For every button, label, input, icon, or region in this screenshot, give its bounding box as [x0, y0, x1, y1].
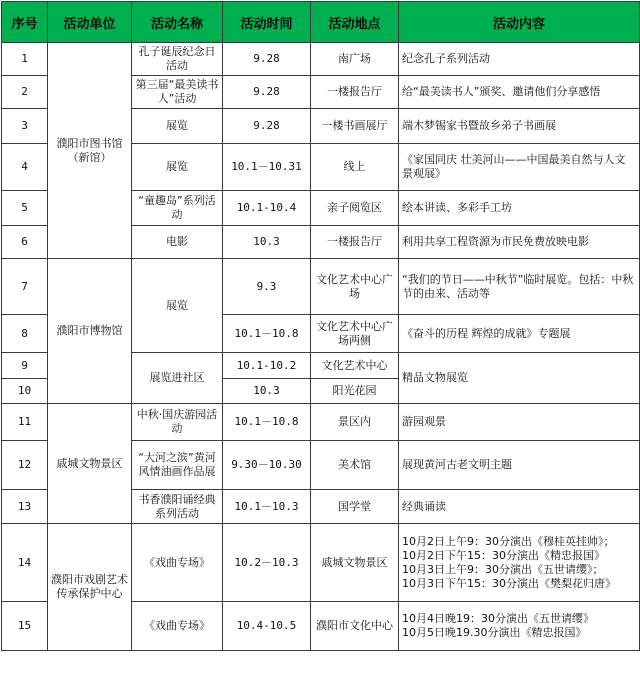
activity-content: 《家国同庆 壮美河山——中国最美自然与人文景观展》 — [399, 144, 640, 191]
table-row — [2, 524, 640, 602]
table-row — [2, 404, 640, 441]
activity-time: 9.3 — [223, 259, 311, 315]
header-name: 活动名称 — [132, 2, 223, 43]
activity-name: 《戏曲专场》 — [132, 602, 223, 651]
activity-time: 10.1－10.3 — [223, 490, 311, 524]
activity-content: 《奋斗的历程 辉煌的成就》专题展 — [399, 315, 640, 353]
row-no: 13 — [2, 490, 48, 524]
row-no: 12 — [2, 441, 48, 490]
activity-time: 10.1－10.8 — [223, 404, 311, 441]
table-row — [2, 259, 640, 315]
activity-content: 利用共享工程资源为市民免费放映电影 — [399, 226, 640, 259]
row-no: 2 — [2, 76, 48, 109]
activity-place: 国学堂 — [311, 490, 399, 524]
activity-content: 展现黄河古老文明主题 — [399, 441, 640, 490]
row-no: 5 — [2, 191, 48, 226]
activity-time: 10.3 — [223, 379, 311, 404]
row-no: 4 — [2, 144, 48, 191]
activity-content — [399, 602, 640, 651]
row-no: 14 — [2, 524, 48, 602]
activity-place: 线上 — [311, 144, 399, 191]
content-line: 10月5日晚19.30分演出《精忠报国》 — [402, 626, 587, 639]
activity-time: 10.4-10.5 — [223, 602, 311, 651]
activity-name: 展览 — [132, 259, 223, 353]
row-no: 15 — [2, 602, 48, 651]
activity-place: 美术馆 — [311, 441, 399, 490]
activity-table — [1, 1, 640, 651]
activity-name: 孔子诞辰纪念日活动 — [132, 43, 223, 76]
activity-time: 9.28 — [223, 43, 311, 76]
activity-time: 10.2－10.3 — [223, 524, 311, 602]
unit-cell: 濮阳市博物馆 — [48, 259, 132, 404]
activity-time: 9.28 — [223, 76, 311, 109]
activity-place: 南广场 — [311, 43, 399, 76]
header-unit: 活动单位 — [48, 2, 132, 43]
activity-place: 濮阳市文化中心 — [311, 602, 399, 651]
row-no: 11 — [2, 404, 48, 441]
activity-time: 10.1－10.31 — [223, 144, 311, 191]
activity-place: 一楼书画展厅 — [311, 109, 399, 144]
activity-time: 10.3 — [223, 226, 311, 259]
activity-content: 经典诵读 — [399, 490, 640, 524]
activity-place: 一楼报告厅 — [311, 76, 399, 109]
unit-cell: 濮阳市图书馆（新馆） — [48, 43, 132, 259]
activity-place: 景区内 — [311, 404, 399, 441]
content-line: 10月3日下午15：30分演出《樊梨花归唐》 — [402, 576, 616, 590]
row-no: 9 — [2, 353, 48, 379]
header-time: 活动时间 — [223, 2, 311, 43]
activity-content: 端木梦锡家书暨故乡弟子书画展 — [399, 109, 640, 144]
header-place: 活动地点 — [311, 2, 399, 43]
header-row — [2, 2, 640, 43]
activity-name: “大河之滨”黄河风情油画作品展 — [132, 441, 223, 490]
row-no: 6 — [2, 226, 48, 259]
row-no: 8 — [2, 315, 48, 353]
activity-place: 一楼报告厅 — [311, 226, 399, 259]
activity-name: 电影 — [132, 226, 223, 259]
header-no: 序号 — [2, 2, 48, 43]
content-line: 10月2日上午9：30分演出《穆桂英挂帅》； — [402, 534, 615, 548]
row-no: 1 — [2, 43, 48, 76]
activity-place: 亲子阅览区 — [311, 191, 399, 226]
activity-name: 展览 — [132, 144, 223, 191]
content-line: 10月4日晚19：30分演出《五世请缨》 — [402, 612, 594, 625]
row-no: 7 — [2, 259, 48, 315]
activity-name: 中秋·国庆游园活动 — [132, 404, 223, 441]
activity-name: “童趣岛”系列活动 — [132, 191, 223, 226]
activity-time: 10.1-10.2 — [223, 353, 311, 379]
activity-time: 10.1-10.4 — [223, 191, 311, 226]
activity-place: 文化艺术中心广场两侧 — [311, 315, 399, 353]
activity-name: 《戏曲专场》 — [132, 524, 223, 602]
unit-cell: 濮阳市戏剧艺术传承保护中心 — [48, 524, 132, 651]
activity-time: 9.28 — [223, 109, 311, 144]
activity-name: 第三届“最美读书人”活动 — [132, 76, 223, 109]
activity-content: 纪念孔子系列活动 — [399, 43, 640, 76]
activity-content: 精品文物展览 — [399, 353, 640, 404]
activity-content: 给“最美读书人”颁奖、邀请他们分享感悟 — [399, 76, 640, 109]
row-no: 10 — [2, 379, 48, 404]
content-line: 10月3日上午9：30分演出《五世请缨》； — [402, 562, 604, 576]
activity-name: 展览进社区 — [132, 353, 223, 404]
activity-time: 9.30－10.30 — [223, 441, 311, 490]
activity-time: 10.1－10.8 — [223, 315, 311, 353]
activity-place: 文化艺术中心广场 — [311, 259, 399, 315]
header-content: 活动内容 — [399, 2, 640, 43]
unit-cell: 戚城文物景区 — [48, 404, 132, 524]
activity-place: 阳光花园 — [311, 379, 399, 404]
activity-name: 书香濮阳诵经典系列活动 — [132, 490, 223, 524]
table-row — [2, 43, 640, 76]
content-line: 10月2日下午15：30分演出《精忠报国》 — [402, 548, 605, 562]
activity-name: 展览 — [132, 109, 223, 144]
activity-place: 文化艺术中心 — [311, 353, 399, 379]
activity-place: 戚城文物景区 — [311, 524, 399, 602]
row-no: 3 — [2, 109, 48, 144]
activity-content: “我们的节日——中秋节”临时展览。包括：中秋节的由来、活动等 — [399, 259, 640, 315]
activity-content: 游园观景 — [399, 404, 640, 441]
activity-content — [399, 524, 640, 602]
activity-content: 绘本讲读、多彩手工坊 — [399, 191, 640, 226]
